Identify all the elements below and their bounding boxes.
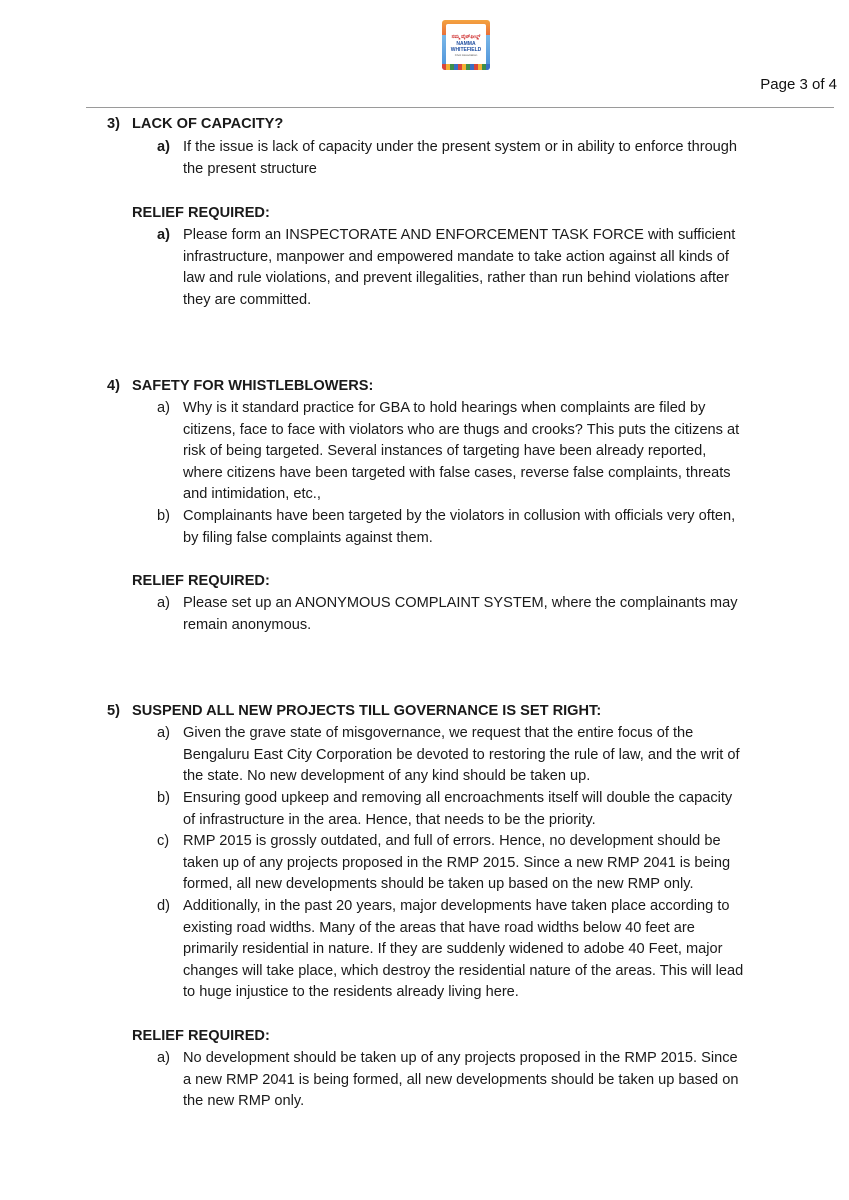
text-line: Why is it standard practice for GBA to hold hearings when complaints are filed by	[183, 400, 706, 416]
section-5-heading	[107, 701, 601, 723]
text-line: No development should be taken up of any projects proposed in the RMP 2015. Since	[183, 1050, 738, 1066]
text-line: Please form an INSPECTORATE AND ENFORCEMENT TASK FORCE with sufficient	[183, 227, 736, 243]
item-label: b)	[157, 508, 170, 524]
text-line: a new RMP 2041 is being formed, all new developments should be taken up based on	[183, 1071, 739, 1088]
text-line: primarily residential in nature. If they are suddenly widened to adobe 40 Feet, major	[183, 941, 723, 958]
logo-color-strip	[442, 64, 490, 70]
text-line: taken up of any projects proposed in the RMP 2015. Since a new RMP 2041 is being	[183, 854, 731, 871]
relief-heading: RELIEF REQUIRED:	[132, 205, 270, 221]
text-line: formed, all new developments should be taken up based on the new RMP only.	[183, 876, 694, 893]
text-line: If the issue is lack of capacity under the present system or in ability to enforce through	[183, 139, 738, 155]
text-line: the state. No new development of any kind should be taken up.	[183, 768, 591, 785]
section-number: 3)	[107, 116, 120, 132]
text-line: the present structure	[183, 160, 317, 177]
section-number: 4)	[107, 378, 120, 394]
item-label: a)	[157, 1050, 170, 1066]
item-label: a)	[157, 400, 170, 416]
text-line: changes will take place, which destroy the residential nature of the areas. This will lead	[183, 962, 744, 979]
text-line: existing road widths. Many of the areas that have road widths below 40 feet are	[183, 919, 695, 936]
section-3-heading	[107, 114, 283, 136]
item-label: b)	[157, 790, 170, 806]
header-divider	[86, 107, 834, 108]
text-line: they are committed.	[183, 291, 312, 308]
relief-heading: RELIEF REQUIRED:	[132, 1028, 270, 1044]
text-line: Additionally, in the past 20 years, major developments have taken place according to	[183, 898, 730, 914]
text-line: law and rule violations, and prevent illegalities, rather than run behind violations after	[183, 270, 729, 287]
item-label: d)	[157, 898, 170, 914]
text-line: to huge injustice to the residents already living here.	[183, 984, 519, 1001]
relief-heading: RELIEF REQUIRED:	[132, 573, 270, 589]
section-title: SUSPEND ALL NEW PROJECTS TILL GOVERNANCE IS SET RIGHT:	[132, 703, 602, 719]
text-line: Please set up an ANONYMOUS COMPLAINT SYSTEM, where the complainants may	[183, 595, 738, 611]
page-number: Page 3 of 4	[760, 76, 837, 93]
item-label: a)	[157, 139, 170, 155]
text-line: Complainants have been targeted by the violators in collusion with officials very often,	[183, 508, 736, 524]
text-line: risk of being targeted. Several instances of targeting have been already reported,	[183, 443, 707, 460]
text-line: of infrastructure in the area. Hence, that needs to be the priority.	[183, 811, 596, 828]
text-line: by filing false complaints against them.	[183, 529, 433, 546]
text-line: Given the grave state of misgovernance, we request that the entire focus of the	[183, 725, 694, 741]
text-line: where citizens have been targeted with false cases, reverse false complaints, threats	[183, 464, 731, 481]
text-line: infrastructure, manpower and empowered mandate to take action against all kinds of	[183, 248, 729, 265]
logo-kannada-text: ನಮ್ಮ ವೈಟ್‌ಫೀಲ್ಡ್	[451, 33, 481, 40]
text-line: the new RMP only.	[183, 1093, 305, 1110]
item-label: a)	[157, 595, 170, 611]
logo-whitefield-text: WHITEFIELD	[450, 46, 482, 53]
item-label: a)	[157, 227, 170, 243]
text-line: citizens, face to face with violators who are thugs and crooks? This puts the citizens at	[183, 421, 740, 438]
section-number: 5)	[107, 703, 120, 719]
section-title: SAFETY FOR WHISTLEBLOWERS:	[132, 378, 374, 394]
item-label: c)	[157, 833, 170, 849]
logo-subtitle-text: Civic Association	[454, 52, 478, 57]
item-label: a)	[157, 725, 170, 741]
text-line: and intimidation, etc.,	[183, 486, 321, 503]
namma-whitefield-logo	[442, 20, 490, 70]
text-line: RMP 2015 is grossly outdated, and full of errors. Hence, no development should be	[183, 833, 721, 849]
logo-namma-text: NAMMA	[456, 40, 476, 47]
section-title: LACK OF CAPACITY?	[132, 116, 284, 132]
text-line: Ensuring good upkeep and removing all encroachments itself will double the capacity	[183, 790, 733, 806]
text-line: remain anonymous.	[183, 616, 312, 633]
text-line: Bengaluru East City Corporation be devoted to restoring the rule of law, and the writ of	[183, 746, 740, 763]
section-4-heading	[107, 376, 373, 398]
